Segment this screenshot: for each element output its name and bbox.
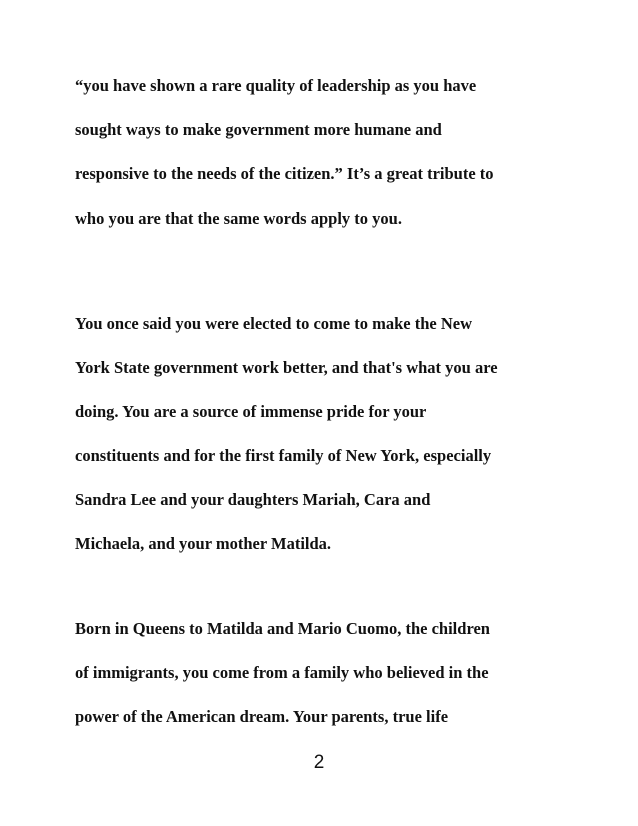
paragraph-line: You once said you were elected to come to make the New — [75, 314, 472, 333]
page-number: 2 — [313, 752, 325, 773]
paragraph-line: “you have shown a rare quality of leadership as you have — [75, 76, 477, 95]
paragraph-line: Born in Queens to Matilda and Mario Cuomo, the children — [75, 619, 490, 638]
paragraph-line: of immigrants, you come from a family who believed in the — [75, 663, 489, 682]
paragraph-line: Sandra Lee and your daughters Mariah, Cara and — [75, 490, 431, 509]
paragraph-line: power of the American dream. Your parents, true life — [75, 707, 449, 726]
paragraph-line: doing. You are a source of immense pride for your — [75, 402, 427, 421]
paragraph-line: York State government work better, and that's what you are — [75, 358, 498, 377]
paragraph-line: responsive to the needs of the citizen.” It’s a great tribute to — [75, 164, 494, 183]
paragraph-line: sought ways to make government more humane and — [75, 120, 442, 139]
paragraph-line: who you are that the same words apply to you. — [75, 209, 402, 228]
paragraph-line: constituents and for the first family of New York, especially — [75, 446, 492, 465]
paragraph-line: Michaela, and your mother Matilda. — [75, 534, 332, 553]
